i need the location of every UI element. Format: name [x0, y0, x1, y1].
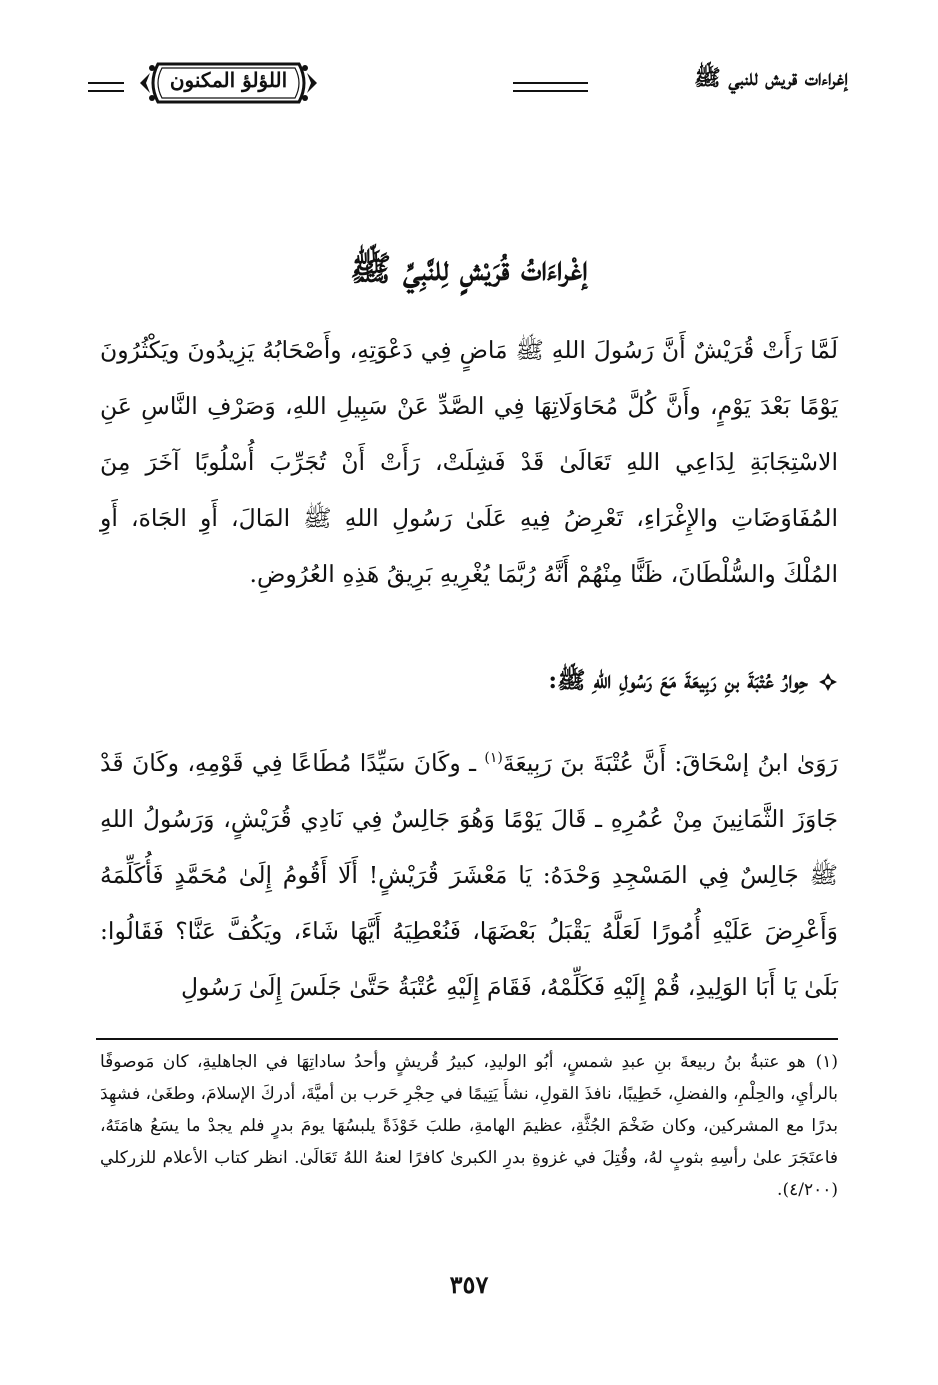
chapter-title: إغْراءَاتُ قُرَيْشٍ لِلنَّبِيِّ ﷺ	[350, 249, 588, 289]
running-header	[88, 56, 848, 116]
section-subheading	[100, 660, 838, 700]
subheading-text: حِوارُ عُتْبَةَ بنِ رَبِيعَةَ مَعَ رَسُولِ اللهِ ﷺ:	[548, 666, 808, 694]
footnote-text: هو عتبةُ بنُ ربيعةَ بنِ عبدِ شمسٍ، أبُو الوليدِ، كبيرُ قُريشٍ وأحدُ ساداتِهَا في الجاهليةِ، كان مَوصوفًا بالرأيِ، والحِلْمِ، والفضلِ، خَطِيبًا، نافذَ القولِ، نشأَ يَتِيمًا في حِجْرِ حَرب بن أميَّةَ، أدركَ الإسلامَ، وطغَىٰ، فشهِدَ بدرًا مع المشركين، وكان ضَخْمَ الجُثَّةِ، عظيمَ الهامةِ، طلبَ خَوْذَةً يلبسُهَا يومَ بدرٍ فلم يجدْ ما يسَعُ هامَتَهُ، فاعتَجَرَ علىٰ رأسِهِ بثوبٍ لهُ، وقُتِلَ في غزوةِ بدرِ الكبرىٰ كافرًا لعنهُ اللهُ تَعَالَىٰ. انظر كتاب الأعلام للزركلي (٤/٢٠٠).	[100, 1052, 838, 1200]
paragraph-intro: لَمَّا رَأَتْ قُرَيْشٌ أَنَّ رَسُولَ اللهِ ﷺ مَاضٍ فِي دَعْوَتِهِ، وأَصْحَابُهُ يَزِيدُونَ ويَكْثُرُونَ يَوْمًا بَعْدَ يَوْمٍ، وأَنَّ كُلَّ مُحَاوَلَاتِهَا فِي الصَّدِّ عَنْ سَبِيلِ اللهِ، وَصَرْفِ النَّاسِ عَنِ الاسْتِجَابَةِ لِدَاعِي اللهِ تَعَالَىٰ قَدْ فَشِلَتْ، رَأَتْ أَنْ تُجَرِّبَ أُسْلُوبًا آخَرَ مِنَ المُفَاوَضَاتِ والإِغْرَاءِ، تَعْرِضُ فِيهِ عَلَىٰ رَسُولِ اللهِ ﷺ المَالَ، أَوِ الجَاهَ، أَوِ المُلْكَ والسُّلْطَانَ، ظَنًّا مِنْهُمْ أَنَّهُ رُبَّمَا يُغْرِيهِ بَرِيقُ هَذِهِ العُرُوضِ.	[100, 336, 838, 588]
book-title: اللؤلؤ المكنون	[169, 68, 288, 92]
footnote-number: (١)	[815, 1052, 838, 1072]
header-rule	[513, 82, 588, 92]
page-number: ٣٥٧	[449, 1270, 489, 1299]
footnote-reference[interactable]: (١)	[484, 750, 503, 766]
paragraph-text: رَوَىٰ ابنُ إسْحَاقَ: أَنَّ عُتْبَةَ بنَ رَبِيعَةَ	[502, 748, 838, 777]
header-chapter-title: إغراءات قريش للنبي ﷺ	[694, 65, 848, 91]
flower-bullet-icon	[818, 672, 838, 692]
header-rule	[88, 82, 124, 92]
footnote-divider	[96, 1038, 838, 1040]
paragraph-text: ـ وكَانَ سَيِّدًا مُطَاعًا فِي قَوْمِهِ، وكَانَ قَدْ جَاوَزَ الثَّمَانِينَ مِنْ عُمُرِهِ ـ قَالَ يَوْمًا وَهُوَ جَالِسٌ فِي نَادِي قُرَيْشٍ، وَرَسُولُ اللهِ ﷺ جَالِسٌ فِي المَسْجِدِ وَحْدَهُ: يَا مَعْشَرَ قُرَيْشٍ! أَلَا أَقُومُ إِلَىٰ مُحَمَّدٍ فَأُكَلِّمَهُ وَأَعْرِضَ عَلَيْهِ أُمُورًا لَعَلَّهُ يَقْبَلُ بَعْضَهَا، فَنُعْطِيَهُ أَيَّهَا شَاءَ، ويَكُفَّ عَنَّا؟ فَقَالُوا: بَلَىٰ يَا أَبَا الوَلِيدِ، قُمْ إِلَيْهِ فَكَلِّمْهُ، فَقَامَ إِلَيْهِ عُتْبَةُ حَتَّىٰ جَلَسَ إِلَىٰ رَسُولِ	[100, 748, 838, 1001]
book-title-ornament	[136, 58, 321, 108]
paragraph-utbah	[100, 730, 838, 1015]
footnote	[100, 1046, 838, 1206]
